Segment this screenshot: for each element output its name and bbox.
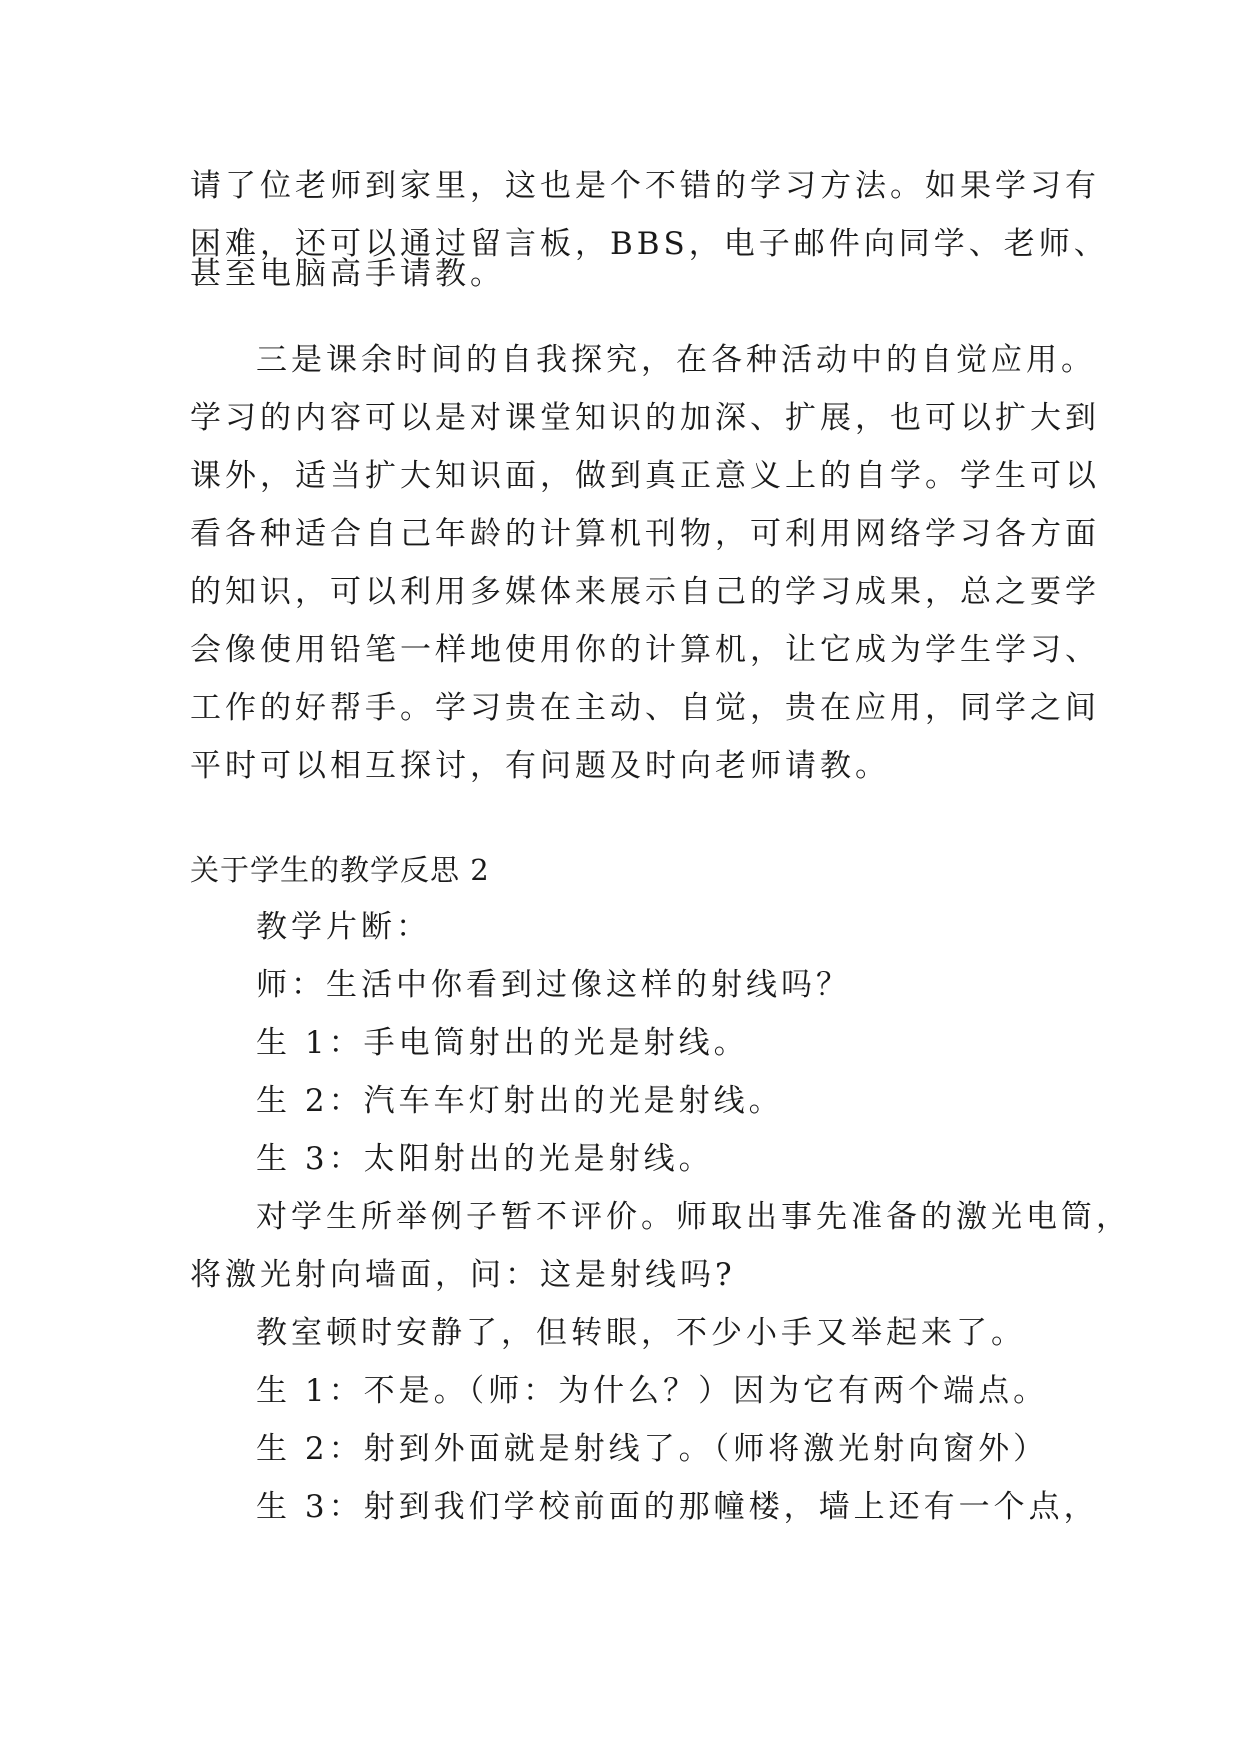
paragraph-1-line-3: 甚至电脑高手请教。 <box>190 256 505 292</box>
excerpt-intro: 教学片断： <box>256 909 431 945</box>
student-1-response: 生 1：不是。（师：为什么？）因为它有两个端点。 <box>256 1373 1049 1409</box>
student-2-response: 生 2：射到外面就是射线了。（师将激光射向窗外） <box>256 1431 1049 1467</box>
paragraph-2-line-7: 工作的好帮手。学习贵在主动、自觉，贵在应用，同学之间 <box>190 690 1100 726</box>
section-title: 关于学生的教学反思 2 <box>190 853 490 887</box>
narration-line-2: 将激光射向墙面，问：这是射线吗? <box>190 1257 736 1293</box>
paragraph-2-line-4: 看各种适合自己年龄的计算机刊物，可利用网络学习各方面 <box>190 516 1100 552</box>
narration-line-1: 对学生所举例子暂不评价。师取出事先准备的激光电筒， <box>256 1199 1131 1235</box>
paragraph-2-line-5: 的知识，可以利用多媒体来展示自己的学习成果，总之要学 <box>190 574 1100 610</box>
paragraph-1-line-2: 困难，还可以通过留言板，BBS，电子邮件向同学、老师、 <box>190 226 1109 262</box>
paragraph-1-line-1: 请了位老师到家里，这也是个不错的学习方法。如果学习有 <box>190 168 1100 204</box>
student-2-answer: 生 2：汽车车灯射出的光是射线。 <box>256 1083 784 1119</box>
paragraph-2-line-1: 三是课余时间的自我探究，在各种活动中的自觉应用。 <box>256 342 1096 378</box>
student-1-answer: 生 1：手电筒射出的光是射线。 <box>256 1025 749 1061</box>
paragraph-2-line-8: 平时可以相互探讨，有问题及时向老师请教。 <box>190 748 890 784</box>
paragraph-2-line-3: 课外，适当扩大知识面，做到真正意义上的自学。学生可以 <box>190 458 1100 494</box>
paragraph-2-line-6: 会像使用铅笔一样地使用你的计算机，让它成为学生学习、 <box>190 632 1100 668</box>
student-3-answer: 生 3：太阳射出的光是射线。 <box>256 1141 714 1177</box>
student-3-response: 生 3：射到我们学校前面的那幢楼，墙上还有一个点， <box>256 1489 1099 1525</box>
teacher-question: 师：生活中你看到过像这样的射线吗？ <box>256 967 851 1003</box>
classroom-quiet: 教室顿时安静了，但转眼，不少小手又举起来了。 <box>256 1315 1026 1351</box>
paragraph-2-line-2: 学习的内容可以是对课堂知识的加深、扩展，也可以扩大到 <box>190 400 1100 436</box>
